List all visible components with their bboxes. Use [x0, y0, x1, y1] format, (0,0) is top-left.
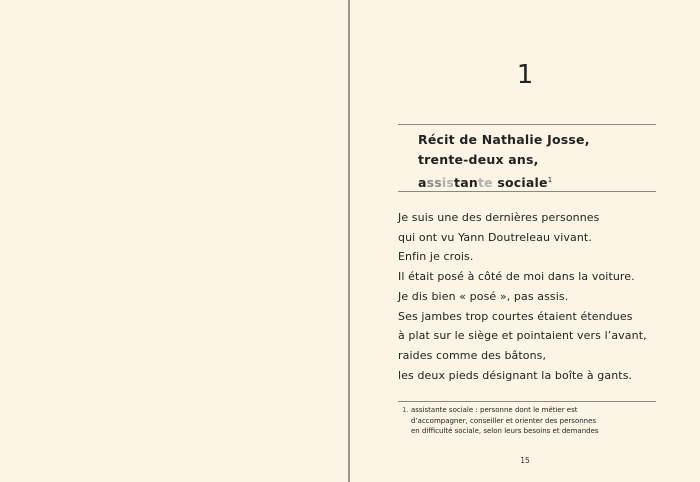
- footnote-line-1: [402, 405, 662, 416]
- heading-part-1: a: [418, 175, 427, 191]
- heading-line-3: [418, 170, 658, 193]
- footnote-rule: [398, 401, 656, 402]
- body-line: à plat sur le siège et pointaient vers l’avant,: [398, 329, 647, 343]
- left-page-blank: [0, 0, 348, 482]
- heading-top-rule: [398, 124, 656, 125]
- body-line: Ses jambes trop courtes étaient étendues: [398, 309, 633, 323]
- footnote-reference[interactable]: 1: [547, 176, 553, 184]
- body-line: Il était posé à côté de moi dans la voiture.: [398, 270, 635, 284]
- body-line: les deux pieds désignant la boîte à gants.: [398, 368, 633, 382]
- body-text: [398, 208, 678, 385]
- footnote-text: assistante sociale : personne dont le métier est: [411, 406, 578, 414]
- body-line: Je suis une des dernières personnes: [398, 211, 600, 224]
- footnote-line-2: [402, 416, 662, 427]
- footnote-number: 1.: [402, 406, 409, 414]
- heading-part-4: tan: [454, 175, 478, 191]
- body-line: qui ont vu Yann Doutreleau vivant.: [398, 230, 592, 244]
- heading-line-2: trente-deux ans,: [418, 152, 539, 167]
- heading-part-3: is: [441, 175, 455, 191]
- chapter-number: 1: [516, 60, 534, 90]
- footnote: [402, 405, 662, 437]
- heading-line-1: Récit de Nathalie Josse,: [418, 132, 590, 147]
- heading-part-5: te: [477, 175, 493, 191]
- footnote-text: en difficulté sociale, selon leurs besoins et demandes: [411, 427, 599, 435]
- footnote-line-3: [402, 426, 662, 437]
- page-number: 15: [520, 456, 530, 465]
- heading-part-2: ss: [426, 175, 442, 191]
- body-line: raides comme des bâtons,: [398, 348, 547, 362]
- footnote-text: d’accompagner, conseiller et orienter des personnes: [411, 416, 597, 425]
- chapter-heading: [418, 130, 658, 193]
- heading-bottom-rule: [398, 191, 656, 192]
- body-line: Je dis bien « posé », pas assis.: [398, 289, 569, 303]
- heading-part-6: sociale: [492, 175, 548, 191]
- right-page: [350, 0, 700, 482]
- body-line: Enfin je crois.: [398, 250, 474, 264]
